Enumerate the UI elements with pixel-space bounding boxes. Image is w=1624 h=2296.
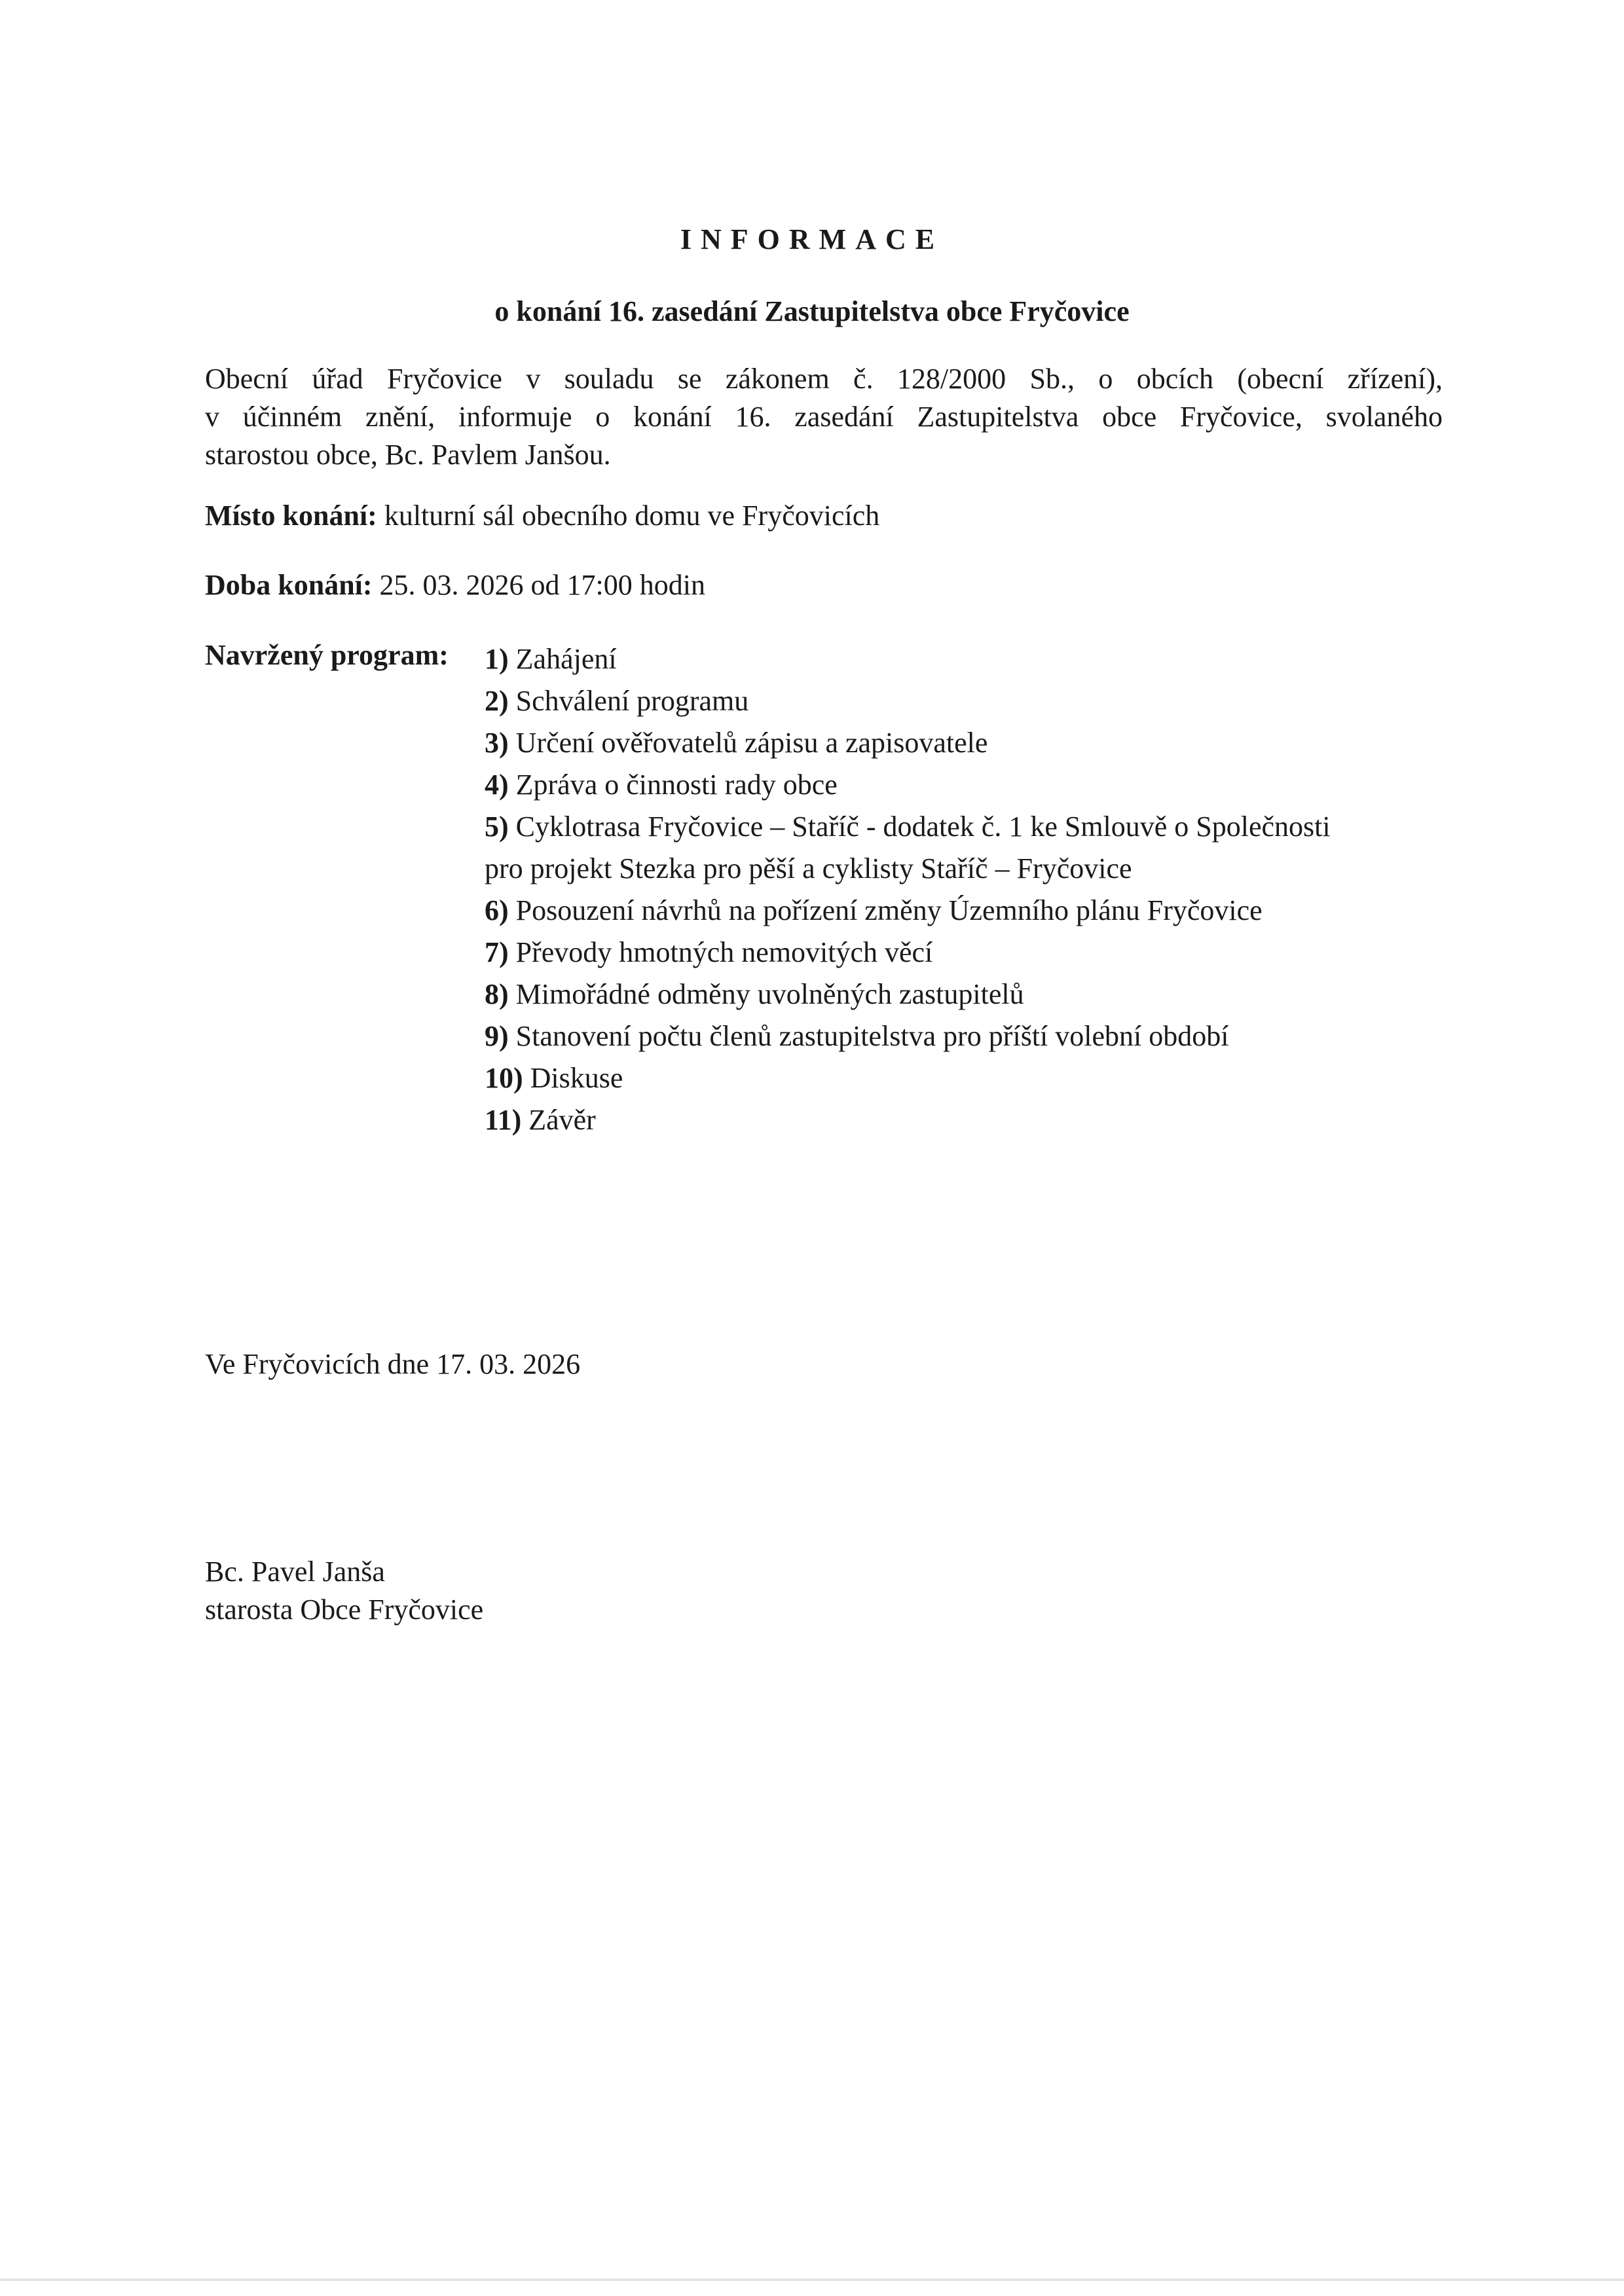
scan-edge-divider <box>0 2278 1624 2281</box>
program-item-text: Převody hmotných nemovitých věcí <box>508 936 933 968</box>
program-item-number: 10) <box>485 1062 523 1094</box>
program-item-text: Cyklotrasa Fryčovice – Staříč - dodatek č. 1 ke Smlouvě o Společnosti <box>508 811 1331 843</box>
intro-line: Obecní úřad Fryčovice v souladu se zákonem č. 128/2000 Sb., o obcích (obecní zřízení), <box>205 363 1443 395</box>
program-item <box>485 722 1331 764</box>
program-item-text: Určení ověřovatelů zápisu a zapisovatele <box>508 727 988 759</box>
program-item-number: 9) <box>485 1020 509 1052</box>
venue-label: Místo konání: <box>205 500 377 532</box>
signatory-role: starosta Obce Fryčovice <box>205 1594 484 1626</box>
intro-paragraph <box>205 360 1443 474</box>
date-line: Ve Fryčovicích dne 17. 03. 2026 <box>205 1348 581 1380</box>
time-value: 25. 03. 2026 od 17:00 hodin <box>372 569 705 601</box>
program-item <box>485 680 1331 722</box>
program-item <box>485 638 1331 680</box>
intro-line: v účinném znění, informuje o konání 16. zasedání Zastupitelstva obce Fryčovice, svolaného <box>205 401 1443 433</box>
program-item <box>485 1015 1331 1057</box>
signatory-name: Bc. Pavel Janša <box>205 1556 385 1588</box>
time-field <box>205 568 705 602</box>
document-subtitle: o konání 16. zasedání Zastupitelstva obce Fryčovice <box>494 295 1130 327</box>
program-item-number: 1) <box>485 643 509 675</box>
program-item-number: 5) <box>485 811 509 843</box>
program-item-number: 2) <box>485 685 509 717</box>
program-item-continuation: pro projekt Stezka pro pěší a cyklisty Staříč – Fryčovice <box>485 852 1132 884</box>
program-item-number: 4) <box>485 769 509 801</box>
program-item-number: 3) <box>485 727 509 759</box>
program-item <box>485 806 1331 890</box>
program-item <box>485 932 1331 974</box>
venue-field <box>205 499 879 532</box>
program-item-number: 11) <box>485 1104 522 1136</box>
program-item-text: Schválení programu <box>508 685 749 717</box>
program-item <box>485 1057 1331 1099</box>
program-item <box>485 890 1331 932</box>
time-label: Doba konání: <box>205 569 373 601</box>
signature-block <box>205 1553 483 1629</box>
program-item <box>485 764 1331 806</box>
venue-value: kulturní sál obecního domu ve Fryčovicích <box>377 500 880 532</box>
program-item-text: Závěr <box>521 1104 596 1136</box>
program-item <box>485 974 1331 1015</box>
document-title: INFORMACE <box>680 223 944 255</box>
program-item-number: 8) <box>485 978 509 1010</box>
program-item-text: Posouzení návrhů na pořízení změny Územního plánu Fryčovice <box>508 894 1263 926</box>
program-item-text: Diskuse <box>523 1062 623 1094</box>
program-item-number: 6) <box>485 894 509 926</box>
program-item-number: 7) <box>485 936 509 968</box>
program-item <box>485 1099 1331 1141</box>
program-label: Navržený program: <box>205 639 449 671</box>
program-item-text: Zpráva o činnosti rady obce <box>508 769 838 801</box>
intro-line: starostou obce, Bc. Pavlem Janšou. <box>205 439 611 471</box>
program-item-text: Zahájení <box>508 643 617 675</box>
program-list <box>485 638 1331 1141</box>
program-item-text: Stanovení počtu členů zastupitelstva pro příští volební období <box>508 1020 1229 1052</box>
program-item-text: Mimořádné odměny uvolněných zastupitelů <box>508 978 1024 1010</box>
